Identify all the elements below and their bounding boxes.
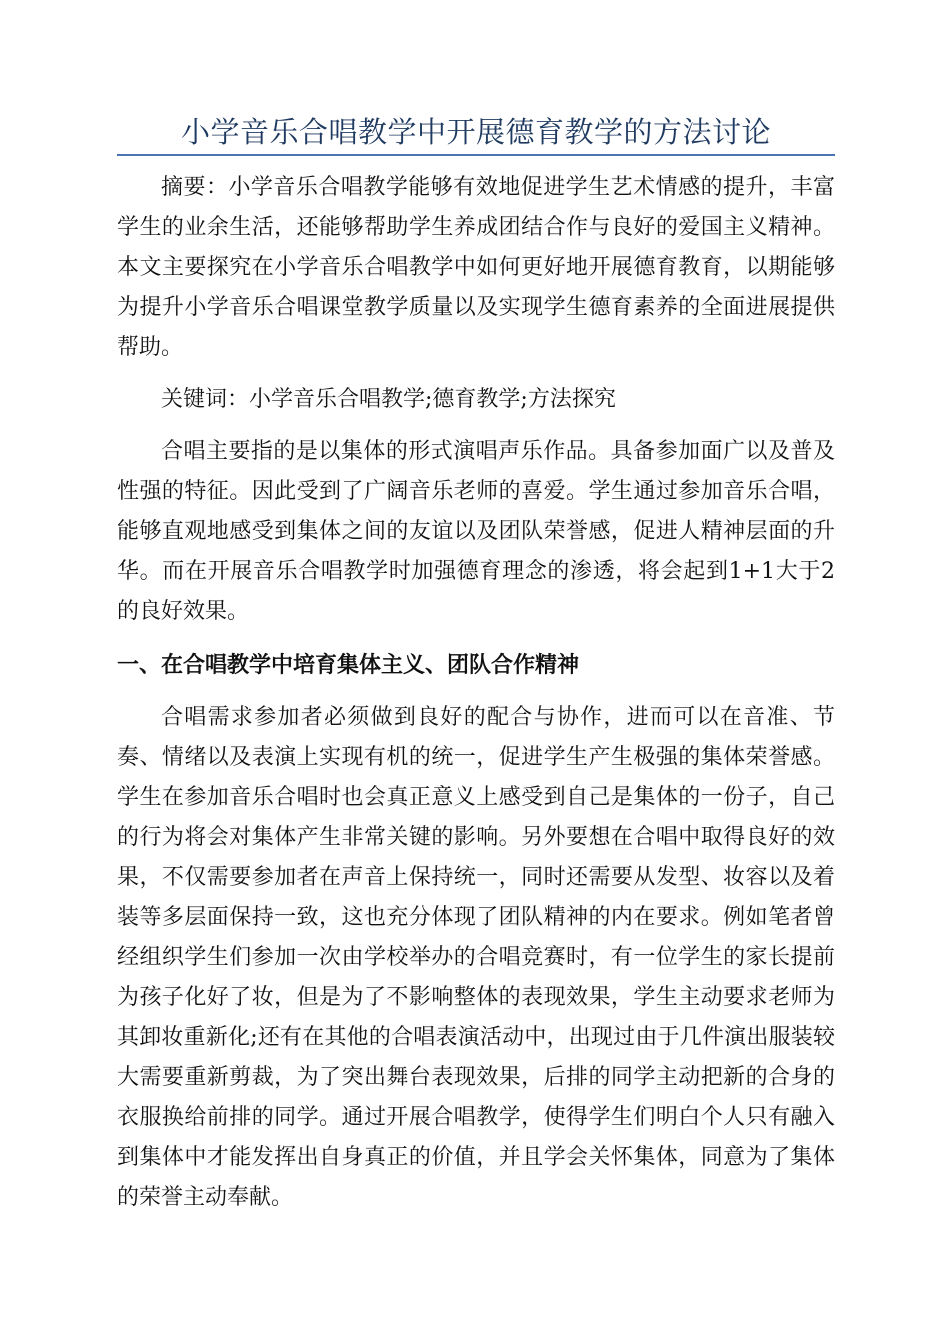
document-title: 小学音乐合唱教学中开展德育教学的方法讨论 (180, 115, 771, 149)
keywords-paragraph: 关键词：小学音乐合唱教学;德育教学;方法探究 (161, 387, 616, 412)
intro-paragraph: 合唱主要指的是以集体的形式演唱声乐作品。具备参加面广以及普及性强的特征。因此受到了广阔音乐老师的喜爱。学生通过参加音乐合唱，能够直观地感受到集体之间的友谊以及团队荣誉感，促进人精神层面的升华。而在开展音乐合唱教学时加强德育理念的渗透，将会起到1+1大于2的良好效果。 (117, 439, 835, 624)
title-underline (117, 154, 835, 156)
section-1-heading: 一、在合唱教学中培育集体主义、团队合作精神 (117, 653, 580, 678)
section-1-paragraph: 合唱需求参加者必须做到良好的配合与协作，进而可以在音准、节奏、情绪以及表演上实现有机的统一，促进学生产生极强的集体荣誉感。学生在参加音乐合唱时也会真正意义上感受到自己是集体的一份子，自己的行为将会对集体产生非常关键的影响。另外要想在合唱中取得良好的效果，不仅需要参加者在声音上保持统一，同时还需要从发型、妆容以及着装等多层面保持一致，这也充分体现了团队精神的内在要求。例如笔者曾经组织学生们参加一次由学校举办的合唱竞赛时，有一位学生的家长提前为孩子化好了妆，但是为了不影响整体的表现效果，学生主动要求老师为其卸妆重新化;还有在其他的合唱表演活动中，出现过由于几件演出服装较大需要重新剪裁，为了突出舞台表现效果，后排的同学主动把新的合身的衣服换给前排的同学。通过开展合唱教学，使得学生们明白个人只有融入到集体中才能发挥出自身真正的价值，并且学会关怀集体，同意为了集体的荣誉主动奉献。 (117, 705, 835, 1210)
abstract-paragraph: 摘要：小学音乐合唱教学能够有效地促进学生艺术情感的提升，丰富学生的业余生活，还能够帮助学生养成团结合作与良好的爱国主义精神。本文主要探究在小学音乐合唱教学中如何更好地开展德育教育，以期能够为提升小学音乐合唱课堂教学质量以及实现学生德育素养的全面进展提供帮助。 (117, 175, 835, 360)
document-body (117, 168, 835, 1218)
